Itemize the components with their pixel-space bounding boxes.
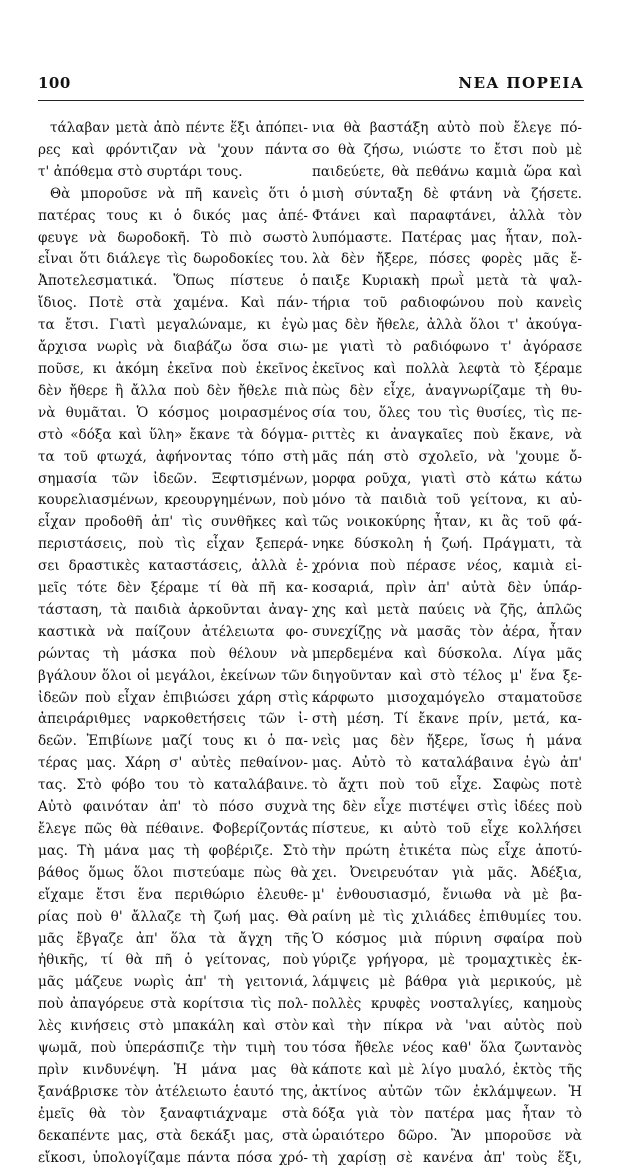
text-line: νεὶς μας δὲν ἤξερε, ἴσως ἡ μάνα xyxy=(312,733,582,750)
text-line: μ' ἐνθουσιασμό, ἔνιωθα νὰ μὲ βα- xyxy=(312,886,582,903)
page-header xyxy=(38,74,584,96)
text-line: ἀπειράριθμες ναρκοθετήσεις τῶν ἰ- xyxy=(38,711,308,728)
text-line: της δὲν εἶχε πιστέψει στὶς ἰδέες ποὺ xyxy=(312,799,582,816)
text-line: νὰ θυμᾶται. Ὁ κόσμος μοιρασμένος xyxy=(38,404,308,421)
text-line: ραίνη μὲ τὶς χιλιάδες ἐπιθυμίες του. xyxy=(312,908,582,925)
text-line: Αὐτὸ φαινόταν ἀπ' τὸ πόσο συχνὰ xyxy=(38,799,308,816)
text-line: χρόνια ποὺ πέρασε νέος, καμιὰ εἰ- xyxy=(312,558,582,575)
text-line: κουρελιασμένων, κρεουργημένων, ποὺ xyxy=(38,492,308,509)
text-line: πατέρας τους κι ὁ δικός μας ἀπέ- xyxy=(38,207,308,224)
text-line: ἰδεῶν ποὺ εἶχαν ἐπιβιώσει χάρη στὶς xyxy=(38,689,308,706)
text-line: περιστάσεις, ποὺ τὶς εἶχαν ξεπερά- xyxy=(38,536,308,553)
text-line: ρες καὶ φρόντιζαν νὰ 'χουν πάντα xyxy=(38,141,308,158)
text-line: τάσταση, τὰ παιδιὰ ἀρκοῦνται ἀναγ- xyxy=(38,601,308,618)
text-line: σημασία τῶν ἰδεῶν. Ξεφτισμένων, xyxy=(38,470,308,487)
text-line: τα τοῦ φτωχά, ἀφήνοντας τόπο στὴ xyxy=(38,448,308,465)
text-line: συνεχίζῃς νὰ μασᾶς τὸν ἀέρα, ἦταν xyxy=(312,623,582,640)
text-line: ψωμᾶ, ποὺ ὑπεράσπιζε τὴν τιμὴ του xyxy=(38,1040,308,1057)
text-line: χει. Ὀνειρευόταν γιὰ μᾶς. Ἀδέξια, xyxy=(312,864,582,881)
text-line: ἐμεῖς θὰ τὸν ξαναφτιάχναμε στὰ xyxy=(38,1105,308,1122)
text-line: νηκε δύσκολη ἡ ζωή. Πράγματι, τὰ xyxy=(312,536,582,553)
text-line: παιξε Κυριακὴ πρωῒ μετὰ τὰ ψαλ- xyxy=(312,273,582,290)
text-line: Ὁ κόσμος μιὰ πύρινη σφαίρα ποὺ xyxy=(312,930,582,947)
text-line: πολλὲς κρυφὲς νοσταλγίες, καημοὺς xyxy=(312,996,582,1013)
text-line: τάλαβαν μετὰ ἀπὸ πέντε ἕξι ἀπόπει- xyxy=(50,120,308,136)
text-line: σο θὰ ζήσω, νιώστε το ἔτσι ποὺ μὲ xyxy=(312,141,582,158)
text-line: τὴ χαρίσῃ σὲ κανένα ἀπ' τοὺς ἕξι, xyxy=(312,1149,582,1166)
text-line: κάρφωτο μισοχαμόγελο σταματοῦσε xyxy=(312,689,582,706)
text-line: με γιατὶ τὸ ραδιόφωνο τ' ἀγόρασε xyxy=(312,339,582,356)
text-line: βάθος ὅμως ὅλοι πιστεύαμε πὼς θὰ xyxy=(38,864,308,881)
text-line: ἐκεῖνος καὶ πολλὰ λεφτὰ τὸ ξέραμε xyxy=(312,360,582,377)
text-line: τόσα ἤθελε νέος καθ' ὅλα ζωντανὸς xyxy=(312,1040,582,1057)
text-line: γύριζε γρήγορα, μὲ τρομαχτικὲς ἐκ- xyxy=(312,952,582,969)
text-line: μόνο τὰ παιδιὰ τοῦ γείτονα, κι αὐ- xyxy=(312,492,582,509)
text-line: μᾶς ἔβγαζε ἀπ' ὅλα τὰ ἄγχη τῆς xyxy=(38,930,308,947)
text-line: εἶχαν προδοθῆ ἀπ' τὶς συνθῆκες καὶ xyxy=(38,514,308,531)
text-line: μπερδεμένα καὶ δύσκολα. Λίγα μᾶς xyxy=(312,645,582,662)
text-line: ἠθικῆς, τί θὰ πῆ ὁ γείτονας, ποὺ xyxy=(38,952,308,969)
text-line: ριττὲς κι ἀναγκαῖες ποὺ ἔκανε, νὰ xyxy=(312,426,582,443)
text-line: δεῶν. Ἐπιβίωνε μαζί τους κι ὁ πα- xyxy=(38,733,308,750)
text-line: λάμψεις μὲ βάθρα γιὰ μερικούς, μὲ xyxy=(312,974,582,991)
text-line: ὡραιότερο δῶρο. Ἂν μποροῦσε νὰ xyxy=(312,1127,582,1144)
text-line: κοσαριά, πρὶν ἀπ' αὐτὰ δὲν ὑπάρ- xyxy=(312,580,582,597)
text-line: βγάλουν ὅλοι οἱ μεγάλοι, ἐκείνων τῶν xyxy=(38,667,308,684)
text-line: τα ἔτσι. Γιατὶ μεγαλώναμε, κι ἐγὼ xyxy=(38,317,308,334)
text-line: σία του, ὅλες του τὶς θυσίες, τὶς πε- xyxy=(312,404,582,421)
text-line: μᾶς πάη στὸ σχολεῖο, νὰ 'χουμε ὄ- xyxy=(312,448,582,465)
text-line: ρίας ποὺ θ' ἄλλαζε τὴ ζωή μας. Θὰ xyxy=(38,908,308,925)
text-line: ρώντας τὴ μάσκα ποὺ θέλουν νὰ xyxy=(38,645,308,662)
text-line: Φτάνει καὶ παραφτάνει, ἀλλὰ τὸν xyxy=(312,207,582,224)
text-line: τῶς νοικοκύρης ἦταν, κι ἂς τοῦ φά- xyxy=(312,514,582,531)
text-column-left xyxy=(38,118,308,1170)
page-number: 100 xyxy=(38,74,71,92)
text-line: νια θὰ βαστάξη αὐτὸ ποὺ ἔλεγε πό- xyxy=(312,120,582,136)
text-line: μεῖς τότε δὲν ξέραμε τί θὰ πῆ κα- xyxy=(38,580,308,597)
text-line: μας. Αὐτὸ τὸ καταλάβαινα ἐγὼ ἀπ' xyxy=(312,755,582,772)
text-line: εἴκοσι, ὑπολογίζαμε πάντα πόσα χρό- xyxy=(38,1149,308,1166)
text-line: πίστευε, κι αὐτὸ τοῦ εἶχε κολλήσει xyxy=(312,821,582,837)
text-line: πὼς δὲν εἶχε, ἀναγνωρίζαμε τὴ θυ- xyxy=(312,382,582,399)
text-line: λυπόμαστε. Πατέρας μας ἦταν, πολ- xyxy=(312,229,582,246)
text-line: παιδεύετε, θὰ πεθάνω καμιὰ ὥρα καὶ xyxy=(312,163,582,180)
text-line: λὰ δὲν ἤξερε, πόσες φορὲς μᾶς ἔ- xyxy=(312,251,582,268)
text-line: μᾶς μάζευε νωρὶς ἀπ' τὴ γειτονιά, xyxy=(38,974,308,991)
text-line: Ἀποτελεσματικά. Ὅπως πίστευε ὁ xyxy=(38,273,308,290)
text-line: τ' ἀπόθεμα στὸ συρτάρι τους. xyxy=(38,163,243,180)
text-line: εἶναι ὅτι διάλεγε τὶς δωροδοκίες του. xyxy=(38,251,308,268)
text-line: στὸ «δόξα καὶ ὕλη» ἔκανε τὰ δόγμα- xyxy=(38,426,308,443)
text-line: ξανάβρισκε τὸν ἀτέλειωτο ἑαυτό της, xyxy=(38,1083,308,1100)
text-line: καὶ τὴν πίκρα νὰ 'ναι αὐτὸς ποὺ xyxy=(312,1018,582,1035)
text-line: λὲς κινήσεις στὸ μπακάλη καὶ στὸν xyxy=(38,1018,308,1035)
text-line: τήρια τοῦ ραδιοφώνου ποὺ κανεὶς xyxy=(312,295,582,312)
text-line: μας δὲν ἤθελε, ἀλλὰ ὅλοι τ' ἀκούγα- xyxy=(312,317,582,334)
text-line: δόξα γιὰ τὸν πατέρα μας ἦταν τὸ xyxy=(312,1105,582,1122)
text-line: ἄρχισα νωρὶς νὰ διαβάζω ὅσα σιω- xyxy=(38,339,308,356)
text-line: πρὶν κινδυνέψη. Ἡ μάνα μας θὰ xyxy=(38,1061,308,1078)
text-line: σει δραστικὲς καταστάσεις, ἀλλὰ ἐ- xyxy=(38,558,308,575)
text-line: ἀκτίνος αὐτῶν τῶν ἐκλάμψεων. Ἡ xyxy=(312,1083,582,1100)
text-line: μας. Τὴ μάνα μας τὴ φοβέριζε. Στὸ xyxy=(38,842,308,859)
text-line: στὴ μέση. Τί ἔκανε πρίν, μετά, κα- xyxy=(312,711,582,728)
text-line: δὲν ἤθερε ἢ ἄλλα ποὺ δὲν ἤθελε πιὰ xyxy=(38,382,308,399)
text-line: φευγε νὰ δωροδοκῆ. Τὸ πιὸ σωστὸ xyxy=(38,229,308,246)
text-line: τὴν πρώτη ἐτικέτα πὼς εἶχε ἀποτύ- xyxy=(312,842,582,859)
text-line: ποὺ ἀπαγόρευε στὰ κορίτσια τὶς πολ- xyxy=(38,996,308,1013)
text-line: χης καὶ μετὰ παύεις νὰ ζῆς, ἁπλῶς xyxy=(312,601,582,618)
text-line: τας. Στὸ φόβο του τὸ καταλάβαινε. xyxy=(38,777,308,794)
text-line: καστικὰ νὰ παίζουν ἀτέλειωτα φο- xyxy=(38,623,308,640)
text-line: ἴδιος. Ποτὲ στὰ χαμένα. Καὶ πάν- xyxy=(38,295,308,312)
text-line: τὸ ἄχτι ποὺ τοῦ εἶχε. Σαφὼς ποτὲ xyxy=(312,777,582,794)
text-line: Θὰ μποροῦσε νὰ πῆ κανεὶς ὅτι ὁ xyxy=(50,185,308,202)
text-line: ἔλεγε πῶς θὰ πέθαινε. Φοβερίζοντάς xyxy=(38,821,308,837)
text-line: διηγοῦνταν καὶ στὸ τέλος μ' ἕνα ξε- xyxy=(312,667,582,684)
text-line: εἴχαμε ἔτσι ἕνα περιθώριο ἐλευθε- xyxy=(38,886,308,903)
text-line: μορφα ροῦχα, γιατὶ στὸ κάτω κάτω xyxy=(312,470,582,487)
text-column-right xyxy=(312,118,582,1170)
text-line: κάποτε καὶ μὲ λίγο μυαλό, ἐκτὸς τῆς xyxy=(312,1061,582,1078)
text-line: δεκαπέντε μας, στὰ δεκάξι μας, στὰ xyxy=(38,1127,308,1144)
running-title: ΝΕΑ ΠΟΡΕΙΑ xyxy=(458,74,584,92)
header-rule xyxy=(38,100,584,101)
text-line: τέρας μας. Χάρη σ' αὐτὲς πεθαίνον- xyxy=(38,755,308,772)
text-line: ποῦσε, κι ἀκόμη ἐκεῖνα ποὺ ἐκεῖνος xyxy=(38,360,308,377)
text-line: μισὴ σύνταξη δὲ φτάνη νὰ ζήσετε. xyxy=(312,185,582,202)
